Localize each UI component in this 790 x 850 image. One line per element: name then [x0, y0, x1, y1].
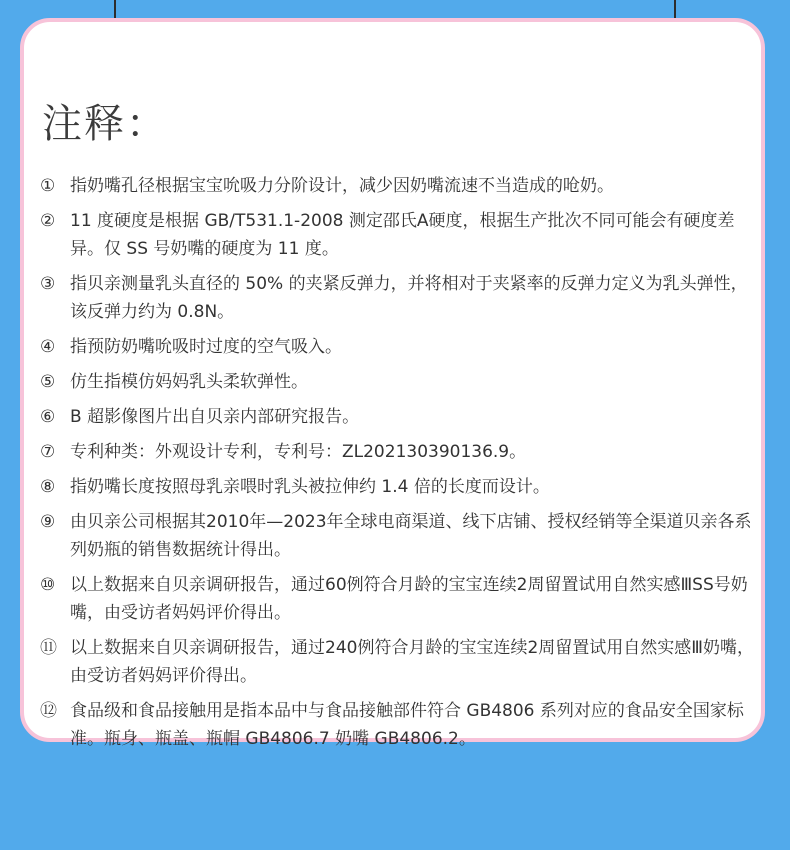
note-text: 专利种类：外观设计专利，专利号：ZL202130390136.9。 [70, 442, 527, 462]
note-number: ② [40, 211, 56, 231]
note-number: ⑫ [40, 701, 57, 721]
note-number: ⑩ [40, 575, 56, 595]
notes-list [40, 172, 760, 760]
note-text: 以上数据来自贝亲调研报告，通过60例符合月龄的宝宝连续2周留置试用自然实感ⅢSS号奶嘴，由受访者妈妈评价得出。 [70, 575, 748, 623]
note-text: 由贝亲公司根据其2010年—2023年全球电商渠道、线下店铺、授权经销等全渠道贝亲各系列奶瓶的销售数据统计得出。 [70, 512, 752, 560]
note-number: ⑪ [40, 638, 57, 658]
note-item [40, 270, 760, 326]
note-item [40, 207, 760, 263]
note-number: ⑥ [40, 407, 56, 427]
page-title: 注释： [42, 101, 168, 147]
note-text: 以上数据来自贝亲调研报告，通过240例符合月龄的宝宝连续2周留置试用自然实感Ⅲ奶嘴，由受访者妈妈评价得出。 [70, 638, 754, 686]
note-item [40, 634, 760, 690]
note-text: B 超影像图片出自贝亲内部研究报告。 [70, 407, 360, 427]
note-item [40, 508, 760, 564]
note-number: ④ [40, 337, 56, 357]
note-number: ⑨ [40, 512, 56, 532]
note-text: 11 度硬度是根据 GB/T531.1-2008 测定邵氏A硬度，根据生产批次不同可能会有硬度差异。仅 SS 号奶嘴的硬度为 11 度。 [70, 211, 735, 259]
note-item [40, 172, 760, 200]
note-item [40, 571, 760, 627]
note-number: ③ [40, 274, 56, 294]
note-item [40, 403, 760, 431]
note-number: ⑤ [40, 372, 56, 392]
note-item [40, 438, 760, 466]
note-number: ① [40, 176, 56, 196]
note-text: 食品级和食品接触用是指本品中与食品接触部件符合 GB4806 系列对应的食品安全国家标准。瓶身、瓶盖、瓶帽 GB4806.7 奶嘴 GB4806.2。 [70, 701, 744, 749]
note-item [40, 473, 760, 501]
note-item [40, 368, 760, 396]
note-text: 指奶嘴孔径根据宝宝吮吸力分阶设计，减少因奶嘴流速不当造成的呛奶。 [70, 176, 614, 196]
note-item [40, 697, 760, 753]
note-item [40, 333, 760, 361]
note-text: 仿生指模仿妈妈乳头柔软弹性。 [70, 372, 308, 392]
note-text: 指预防奶嘴吮吸时过度的空气吸入。 [70, 337, 342, 357]
note-number: ⑦ [40, 442, 56, 462]
note-number: ⑧ [40, 477, 56, 497]
note-text: 指贝亲测量乳头直径的 50% 的夹紧反弹力，并将相对于夹紧率的反弹力定义为乳头弹性，该反弹力约为 0.8N。 [70, 274, 748, 322]
note-text: 指奶嘴长度按照母乳亲喂时乳头被拉伸约 1.4 倍的长度而设计。 [70, 477, 550, 497]
